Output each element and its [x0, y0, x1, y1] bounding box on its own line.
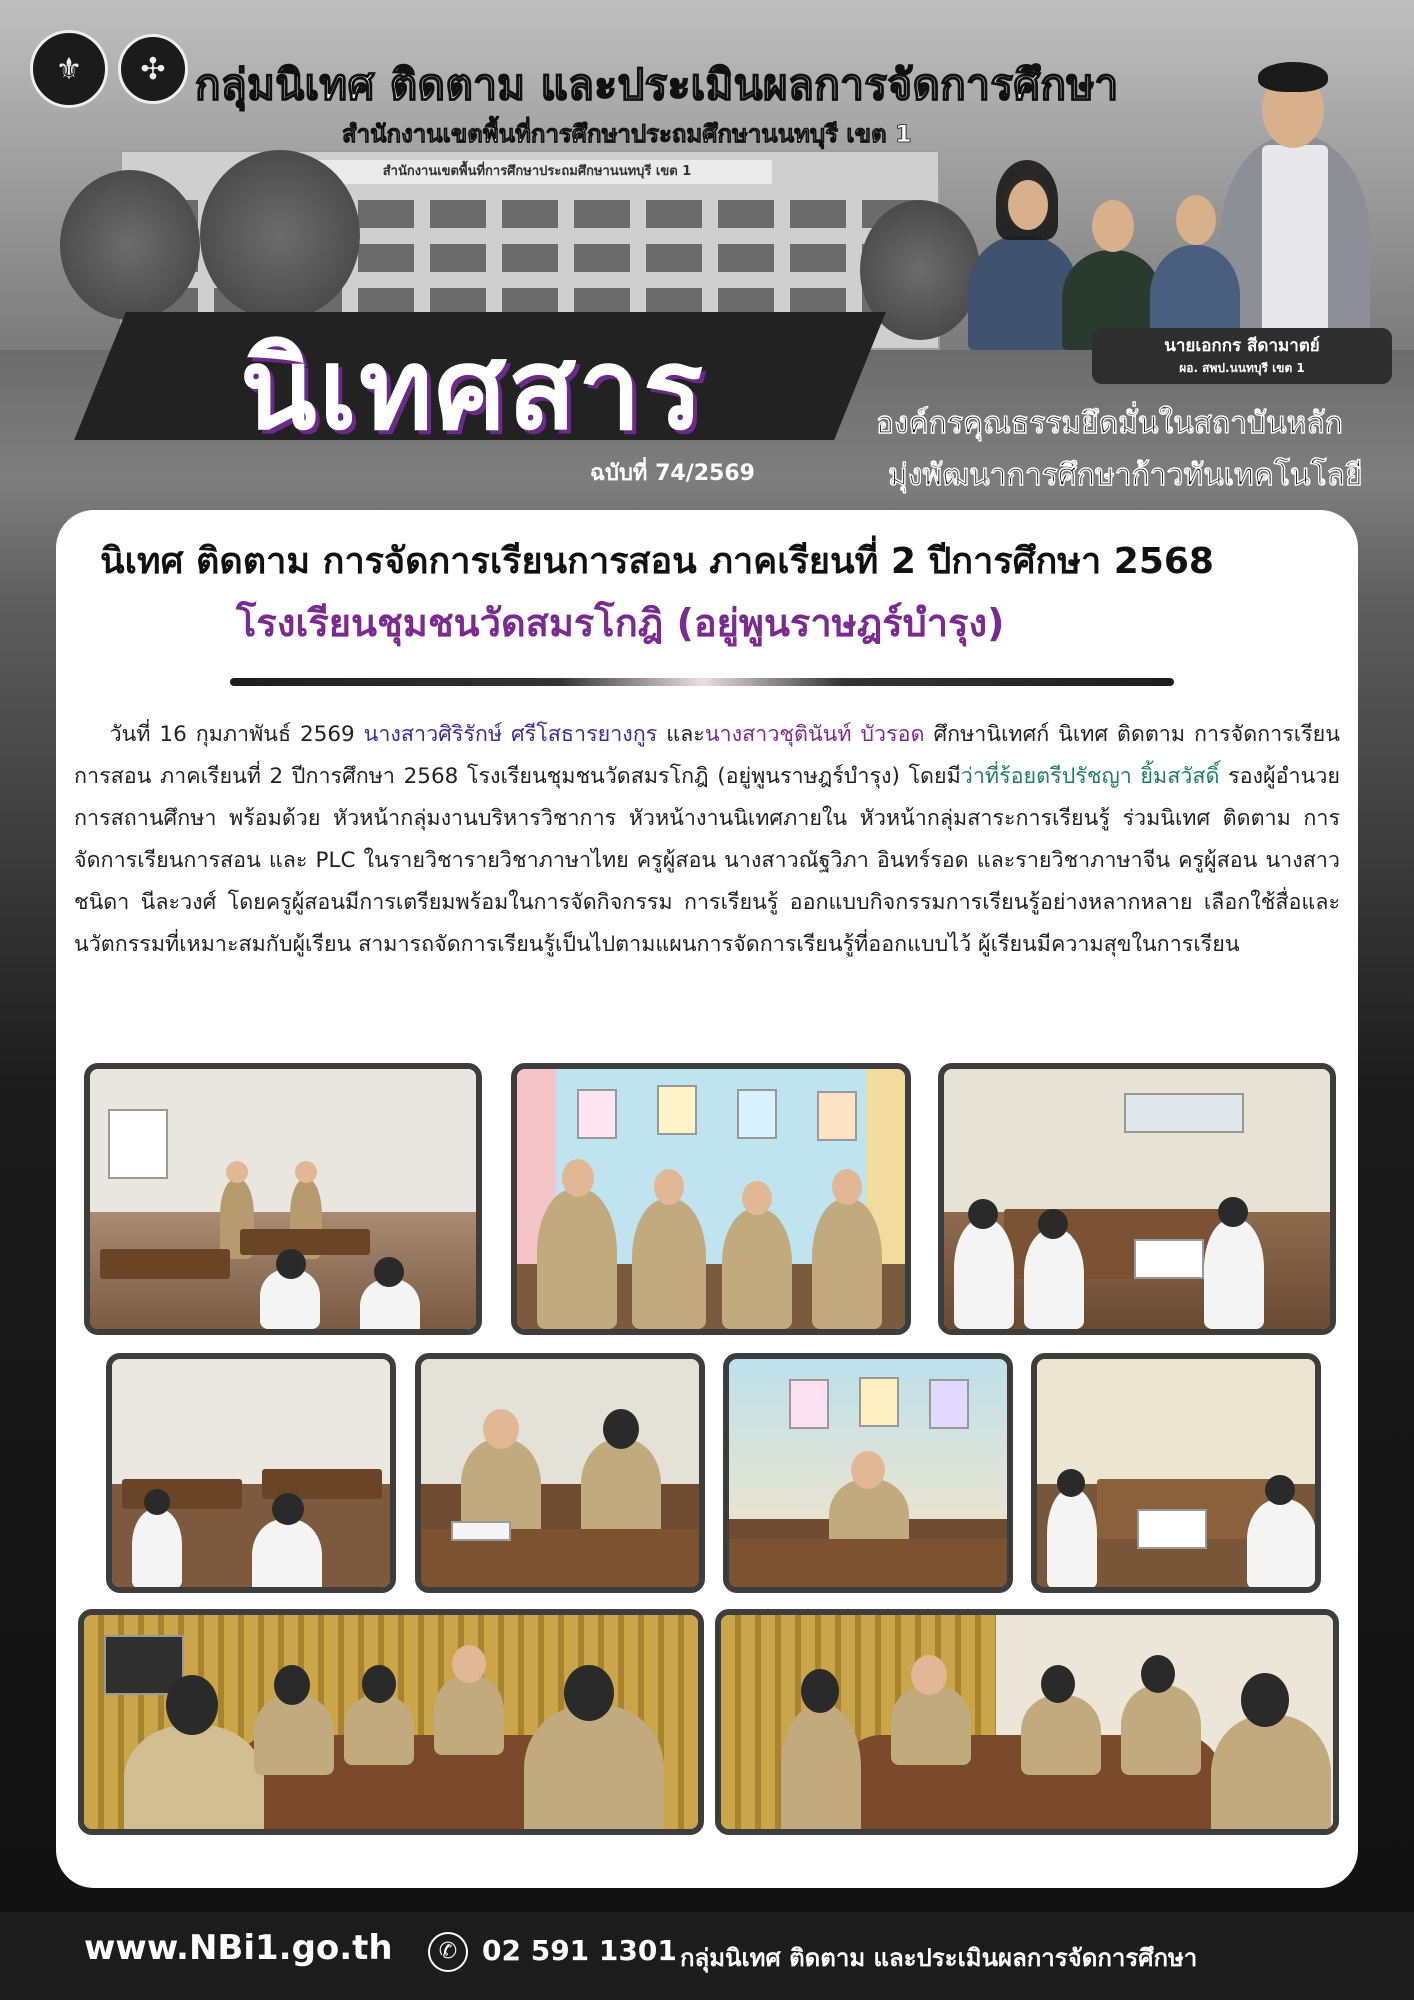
- footer-org-name: กลุ่มนิเทศ ติดตาม และประเมินผลการจัดการศึกษา: [680, 1944, 1198, 1972]
- royal-emblem-icon: ⚜: [30, 30, 108, 108]
- building-sign: สำนักงานเขตพื้นที่การศึกษาประถมศึกษานนทบุรี เขต 1: [302, 160, 772, 184]
- article-title: นิเทศ ติดตาม การจัดการเรียนการสอน ภาคเรียนที่ 2 ปีการศึกษา 2568: [100, 541, 1214, 582]
- article-text-1: ศึกษานิเทศก์ นิเทศ ติดตาม การจัดการเรียนการสอน ภาคเรียนที่ 2 ปีการศึกษา 2568 โรงเรียนชุมชนวัดสมรโกฎิ (อยู่พูนราษฎร์บำรุง) โดยมี: [74, 722, 1340, 789]
- article-text-2: รองผู้อำนวยการสถานศึกษา พร้อมด้วย หัวหน้ากลุ่มงานบริหารวิชาการ หัวหน้างานนิเทศภายใน หัวหน้ากลุ่มสาระการเรียนรู้ ร่วมนิเทศ ติดตาม การจัดการเรียนการสอน และ PLC ในรายวิชารายวิชาภาษาไทย ครูผู้สอน นางสาวณัฐวิภา อินทร์รอด และรายวิชาภาษาจีน ครูผู้สอน นางสาวชนิดา นีละวงศ์ โดยครูผู้สอนมีการเตรียมพร้อมในการจัดกิจกรรม การเรียนรู้ ออกแบบกิจกรรมการเรียนรู้อย่างหลากหลาย เลือกใช้สื่อและนวัตกรรมที่เหมาะสมกับผู้เรียน สามารถจัดการเรียนรู้เป็นไปตามแผนการจัดการเรียนรู้ที่ออกแบบไว้ ผู้เรียนมีความสุขในการเรียน: [74, 764, 1340, 957]
- executive-position: ผอ. สพป.นนทบุรี เขต 1: [1179, 361, 1305, 375]
- footer-website-link[interactable]: www.NBi1.go.th: [84, 1928, 393, 1968]
- executive-name: นายเอกกร สีดามาตย์: [1164, 336, 1320, 356]
- motto-line-2: มุ่งพัฒนาการศึกษาก้าวทันเทคโนโลยี: [888, 458, 1363, 493]
- activity-photo: [715, 1609, 1339, 1835]
- article-school: โรงเรียนชุมชนวัดสมรโกฎิ (อยู่พูนราษฎร์บำรุง): [236, 601, 1005, 645]
- header-title: กลุ่มนิเทศ ติดตาม และประเมินผลการจัดการศึกษา: [195, 60, 1119, 109]
- and-word: และ: [666, 722, 705, 747]
- activity-photo: [106, 1353, 396, 1593]
- activity-photo: [1031, 1353, 1321, 1593]
- supervisor-1: นางสาวศิริรักษ์ ศรีโสธารยางกูร: [363, 722, 658, 747]
- deputy-name: ว่าที่ร้อยตรีปรัชญา ยิ้มสวัสดิ์: [960, 764, 1220, 789]
- motto-line-1: องค์กรคุณธรรมยึดมั่นในสถาบันหลัก: [876, 406, 1343, 441]
- phone-icon: ✆: [428, 1932, 468, 1972]
- activity-photo: [511, 1063, 911, 1335]
- issue-number: ฉบับที่ 74/2569: [590, 461, 755, 486]
- newsletter-title: นิเทศสาร: [240, 325, 706, 455]
- activity-photo: [415, 1353, 705, 1593]
- title-divider: [230, 678, 1174, 686]
- activity-photo: [723, 1353, 1013, 1593]
- article-body: [74, 714, 1340, 966]
- footer-phone[interactable]: 02 591 1301: [482, 1934, 677, 1967]
- obec-emblem-icon: ✣: [118, 34, 188, 104]
- activity-photo: [78, 1609, 704, 1835]
- supervisor-2: นางสาวชุตินันท์ บัวรอด: [704, 722, 925, 747]
- activity-photo: [938, 1063, 1336, 1335]
- activity-photo: [84, 1063, 482, 1335]
- article-date: วันที่ 16 กุมภาพันธ์ 2569: [109, 722, 355, 747]
- header-subtitle: สำนักงานเขตพื้นที่การศึกษาประถมศึกษานนทบุรี เขต 1: [342, 120, 912, 148]
- header-banner: [0, 0, 1414, 350]
